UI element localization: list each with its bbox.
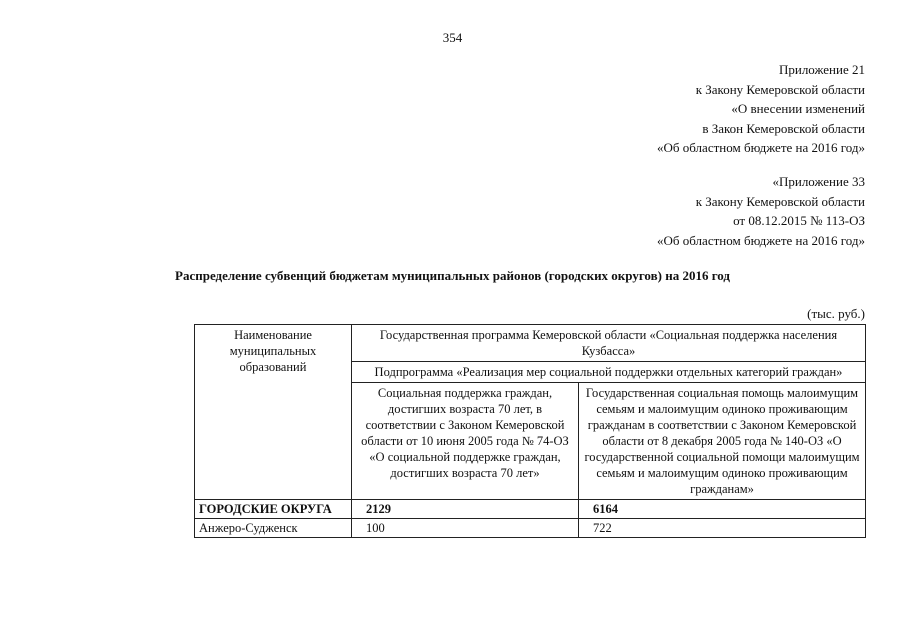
- table-row: [195, 500, 866, 519]
- column-a-header: Социальная поддержка граждан, достигших возраста 70 лет, в соответствии с Законом Кемеровской области от 10 июня 2005 года № 74-ОЗ «О социальной поддержке граждан, достигших возраста 70 лет»: [352, 383, 579, 500]
- row-value-b: 6164: [579, 500, 866, 519]
- row-value-a: 2129: [352, 500, 579, 519]
- appendix-block-secondary: [657, 172, 865, 250]
- appendix-line: в Закон Кемеровской области: [702, 120, 865, 136]
- column-b-header: Государственная социальная помощь малоимущим семьям и малоимущим одиноко проживающим гражданам в соответствии с Законом Кемеровской области от 8 декабря 2005 года № 140-ОЗ «О государственной социальной помощи малоимущим семьям и малоимущим одиноко проживающим гражданам»: [579, 383, 866, 500]
- document-title: Распределение субвенций бюджетам муниципальных районов (городских округов) на 2016 год: [175, 268, 730, 283]
- program-header: Государственная программа Кемеровской области «Социальная поддержка населения Кузбасса»: [352, 325, 866, 362]
- page-number: 354: [442, 30, 463, 45]
- name-column-header: Наименование муниципальных образований: [195, 325, 352, 500]
- appendix-line: «О внесении изменений: [731, 101, 865, 116]
- appendix-line: «Об областном бюджете на 2016 год»: [657, 140, 865, 155]
- appendix-line: к Закону Кемеровской области: [695, 193, 865, 209]
- appendix-line: «Об областном бюджете на 2016 год»: [657, 232, 865, 248]
- row-name: ГОРОДСКИЕ ОКРУГА: [195, 500, 352, 519]
- appendix-block-primary: [657, 60, 865, 158]
- units-label: (тыс. руб.): [807, 306, 865, 321]
- row-value-b: 722: [579, 519, 866, 538]
- appendix-line: от 08.12.2015 № 113-ОЗ: [733, 213, 865, 228]
- appendix-line: к Закону Кемеровской области: [695, 81, 865, 97]
- appendix-line: Приложение 21: [778, 62, 865, 77]
- row-name: Анжеро-Судженск: [195, 519, 352, 538]
- subsidy-table: [194, 324, 866, 538]
- table-row: [195, 519, 866, 538]
- table-header-row: [195, 325, 866, 362]
- appendix-line: «Приложение 33: [772, 174, 865, 189]
- row-value-a: 100: [352, 519, 579, 538]
- subprogram-header: Подпрограмма «Реализация мер социальной поддержки отдельных категорий граждан»: [352, 362, 866, 383]
